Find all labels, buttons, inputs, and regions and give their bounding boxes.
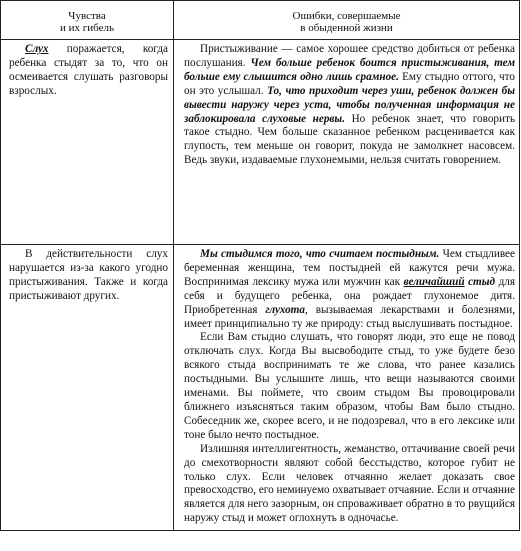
row2-sense-cell <box>1 245 174 531</box>
header-left-line2: и их гибель <box>59 22 114 34</box>
sense-word-hearing: Слух <box>25 43 49 55</box>
row2-emphasis-underlined: величайший <box>403 275 465 288</box>
header-left-line1: Чувства <box>68 9 106 22</box>
row1-errors-cell <box>174 40 520 245</box>
header-right-line2: в обыденной жизни <box>300 22 393 34</box>
row2-emphasis-3: глухота <box>265 303 305 316</box>
row1-emphasis-2: То, что приходит через уши, ребенок должен бы вывести наружу через уста, чтобы полученная информация не заблокировала слуховые нервы. <box>184 84 515 125</box>
header-senses-cell <box>1 1 174 40</box>
row1-errors-paragraph <box>184 43 515 168</box>
row2-paragraph-2: Если Вам стыдно слушать, что говорят люди, это еще не повод отключать слух. Когда Вы высвободите стыд, то уже будете безо всякого стыда воспринимать те же слова, что ранее казались постыдными. Вы услышите лишь, что вещи называются своими именами. Вы поймете, что своим стыдом Вы провоцировали ближнего изъясняться таким образом, чтобы Вам было стыдно. Собеседник же, скорее всего, и не подозревал, что в его лексике или тоне было нечто постыдное. <box>184 331 515 441</box>
row1-sense-cell <box>1 40 174 245</box>
row1-text-2: Ему стыдно оттого, что он это услышал. <box>184 70 516 97</box>
row1-left-body: поражается, когда ребенка стыдят за то, что он осмеивается слушать разговоры взрослых. <box>9 43 168 97</box>
row1-sense-text <box>9 43 168 99</box>
table-row <box>1 40 520 245</box>
table-row <box>1 245 520 531</box>
table-header-row <box>1 1 520 40</box>
row1-text-3: Но ребенок знает, что говорить такое стыдно. Чем больше сказанное ребенком расценивается как глупость, тем меньше он говорит, покуда не замолкнет насовсем. Ведь звуки, издаваемые глухонемыми, нельзя считать говорением. <box>184 112 515 167</box>
row1-text-1: Пристыживание — самое хорошее средство добиться от ребенка послушания. <box>184 43 515 69</box>
row2-text-1: Чем стыдливее беременная женщина, тем постыдней ей кажутся речи мужа. Воспринимая лексику мужа или мужчин как <box>184 248 515 288</box>
row2-errors-cell <box>174 245 520 531</box>
row2-emphasis-1: Мы стыдимся того, что считаем постыдным. <box>200 248 440 260</box>
row2-sense-text: В действительности слух нарушается из-за какого угодно пристыживания. Также и когда пристыживают других. <box>9 248 168 302</box>
row2-text-2: для себя и будущего ребенка, она рождает глухонемое дитя. Приобретенная <box>184 275 515 316</box>
header-right-line1: Ошибки, совершаемые <box>292 9 401 22</box>
row2-paragraph-1 <box>184 248 515 331</box>
header-errors-cell <box>174 1 520 40</box>
row2-paragraph-3: Излишняя интеллигентность, жеманство, оттачивание своей речи до смехотворности являют собой бесстыдство, которое губит не только слух. Если человек отчаянно желает доказать свое превосходство, его неминуемо охватывает отчаяние. Если и отчаяние является для него зазорным, он спроваживает обратно в то рвущийся наружу стыд и может оглохнуть в одночасье. <box>184 442 515 525</box>
row2-emphasis-2: стыд <box>464 275 496 288</box>
row1-emphasis-1: Чем больше ребенок боится пристыживания, тем больше ему слышится одно лишь срамное. <box>184 56 516 83</box>
row2-text-3: , вызываемая лекарствами и болезнями, имеет принципиально ту же природу: стыд выслушивать постыдное. <box>184 303 515 330</box>
